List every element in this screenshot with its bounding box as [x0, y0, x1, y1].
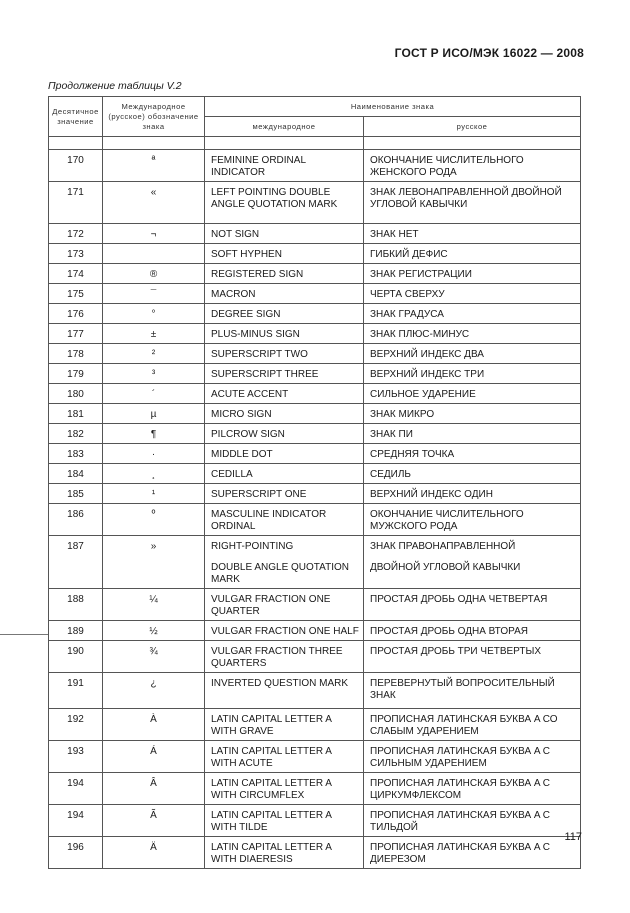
name-intl-text: MASCULINE INDICATOR ORDINAL — [211, 509, 327, 532]
name-intl-text: SUPERSCRIPT ONE — [211, 489, 307, 500]
cell-name-ru — [364, 464, 581, 484]
cell-symbol: Á — [103, 741, 205, 773]
name-intl-text: ACUTE ACCENT — [211, 389, 289, 400]
cell-name-intl — [205, 504, 364, 536]
name-intl-text: VULGAR FRACTION THREE QUARTERS — [211, 646, 343, 669]
cell-name-ru — [364, 424, 581, 444]
table-row — [49, 536, 581, 589]
cell-name-intl — [205, 773, 364, 805]
name-ru-text: ВЕРХНИЙ ИНДЕКС ДВА — [370, 349, 484, 360]
header-decimal: Десятичное значение — [49, 97, 103, 137]
name-ru-text: ПРОПИСНАЯ ЛАТИНСКАЯ БУКВА A СО СЛАБЫМ УДАРЕНИЕМ — [370, 714, 558, 737]
name-ru-text: ГИБКИЙ ДЕФИС — [370, 249, 448, 260]
cell-symbol: º — [103, 504, 205, 536]
cell-name-intl — [205, 244, 364, 264]
name-intl-text: LATIN CAPITAL LETTER A WITH DIAERESIS — [211, 842, 332, 865]
cell-name-intl — [205, 364, 364, 384]
name-intl-text: LATIN CAPITAL LETTER A WITH TILDE — [211, 810, 332, 833]
name-ru-text: ЗНАК ПРАВОНАПРАВЛЕННОЙ — [370, 541, 516, 552]
cell-name-ru — [364, 284, 581, 304]
table-row — [49, 304, 581, 324]
cell-symbol: ± — [103, 324, 205, 344]
cell-name-ru — [364, 244, 581, 264]
cell-name-intl — [205, 741, 364, 773]
table-row — [49, 589, 581, 621]
cell-symbol: À — [103, 709, 205, 741]
cell-symbol: « — [103, 182, 205, 224]
name-ru-text: ПРОПИСНАЯ ЛАТИНСКАЯ БУКВА A С ДИЕРЕЗОМ — [370, 842, 551, 865]
table-row — [49, 182, 581, 224]
table-row — [49, 464, 581, 484]
cell-decimal: 181 — [49, 404, 103, 424]
name-intl-text: MIDDLE DOT — [211, 449, 273, 460]
cell-name-ru — [364, 182, 581, 224]
cell-name-intl — [205, 805, 364, 837]
name-intl-text: SUPERSCRIPT THREE — [211, 369, 319, 380]
cell-symbol: ¾ — [103, 641, 205, 673]
name-ru-text: ПРОСТАЯ ДРОБЬ ТРИ ЧЕТВЕРТЫХ — [370, 646, 542, 657]
cell-symbol: ¯ — [103, 284, 205, 304]
name-intl-text: MICRO SIGN — [211, 409, 272, 420]
cell-name-ru — [364, 805, 581, 837]
cell-symbol: ¼ — [103, 589, 205, 621]
cell-symbol: Ã — [103, 805, 205, 837]
cell-name-intl — [205, 709, 364, 741]
cell-symbol: ¸ — [103, 464, 205, 484]
cell-decimal: 172 — [49, 224, 103, 244]
cell-name-intl — [205, 484, 364, 504]
name-ru-text: СИЛЬНОЕ УДАРЕНИЕ — [370, 389, 476, 400]
table-row — [49, 264, 581, 284]
character-table — [48, 96, 581, 869]
name-intl-text: PILCROW SIGN — [211, 429, 285, 440]
table-row — [49, 284, 581, 304]
cell-symbol: Â — [103, 773, 205, 805]
cell-name-ru — [364, 304, 581, 324]
table-row — [49, 673, 581, 709]
cell-decimal: 180 — [49, 384, 103, 404]
table-row — [49, 837, 581, 869]
table-row — [49, 773, 581, 805]
name-intl-text: RIGHT-POINTING — [211, 541, 294, 552]
cell-decimal: 185 — [49, 484, 103, 504]
cell-decimal: 177 — [49, 324, 103, 344]
name-intl-text: MACRON — [211, 289, 256, 300]
name-ru-text: ВЕРХНИЙ ИНДЕКС ТРИ — [370, 369, 485, 380]
name-ru-text: ПРОСТАЯ ДРОБЬ ОДНА ВТОРАЯ — [370, 626, 528, 637]
header-name-ru: русское — [364, 117, 581, 137]
cell-name-ru — [364, 224, 581, 244]
cell-symbol: ½ — [103, 621, 205, 641]
cell-symbol — [103, 244, 205, 264]
cell-name-ru — [364, 444, 581, 464]
name-ru-text: ЗНАК МИКРО — [370, 409, 435, 420]
cell-decimal: 196 — [49, 837, 103, 869]
cell-name-intl — [205, 224, 364, 244]
cell-symbol: ¹ — [103, 484, 205, 504]
table-row — [49, 484, 581, 504]
cell-decimal: 173 — [49, 244, 103, 264]
cell-decimal: 192 — [49, 709, 103, 741]
cell-name-ru — [364, 673, 581, 709]
cell-name-ru — [364, 264, 581, 284]
name-ru-text: ПРОПИСНАЯ ЛАТИНСКАЯ БУКВА A С ЦИРКУМФЛЕКСОМ — [370, 778, 551, 801]
cell-decimal: 174 — [49, 264, 103, 284]
table-row — [49, 741, 581, 773]
name-ru-text: ПЕРЕВЕРНУТЫЙ ВОПРОСИТЕЛЬНЫЙ ЗНАК — [370, 678, 555, 701]
cell-decimal: 189 — [49, 621, 103, 641]
cell-name-intl — [205, 182, 364, 224]
cell-name-intl — [205, 384, 364, 404]
cell-name-ru — [364, 344, 581, 364]
cell-name-intl — [205, 589, 364, 621]
document-header: ГОСТ Р ИСО/МЭК 16022 — 2008 — [394, 46, 584, 60]
name-ru-text: ОКОНЧАНИЕ ЧИСЛИТЕЛЬНОГО ЖЕНСКОГО РОДА — [370, 155, 524, 178]
cell-symbol: ¶ — [103, 424, 205, 444]
cell-name-intl — [205, 673, 364, 709]
table-row — [49, 641, 581, 673]
cell-symbol: ² — [103, 344, 205, 364]
cell-decimal: 183 — [49, 444, 103, 464]
cell-name-ru — [364, 384, 581, 404]
cell-symbol: µ — [103, 404, 205, 424]
cell-symbol: ª — [103, 150, 205, 182]
name-intl-text: DEGREE SIGN — [211, 309, 281, 320]
name-ru-text: ЧЕРТА СВЕРХУ — [370, 289, 445, 300]
cell-name-ru — [364, 484, 581, 504]
cell-symbol: ° — [103, 304, 205, 324]
cell-decimal: 187 — [49, 536, 103, 589]
margin-rule — [0, 634, 48, 635]
name-ru-text: ЗНАК ГРАДУСА — [370, 309, 444, 320]
name-intl-text: LATIN CAPITAL LETTER A WITH CIRCUMFLEX — [211, 778, 332, 801]
name-ru-text: ЗНАК ПЛЮС-МИНУС — [370, 329, 470, 340]
cell-decimal: 182 — [49, 424, 103, 444]
table-row — [49, 364, 581, 384]
table-row — [49, 244, 581, 264]
cell-name-ru — [364, 404, 581, 424]
header-intl-symbol: Международное (русское) обозначение знака — [103, 97, 205, 137]
cell-name-ru — [364, 324, 581, 344]
cell-decimal: 194 — [49, 805, 103, 837]
cell-name-intl — [205, 344, 364, 364]
cell-name-ru — [364, 709, 581, 741]
cell-decimal: 193 — [49, 741, 103, 773]
name-ru-text-continued: ДВОЙНОЙ УГЛОВОЙ КАВЫЧКИ — [370, 562, 521, 573]
header-name-intl: международное — [205, 117, 364, 137]
cell-decimal: 178 — [49, 344, 103, 364]
table-row — [49, 344, 581, 364]
name-ru-text: СРЕДНЯЯ ТОЧКА — [370, 449, 455, 460]
cell-decimal: 175 — [49, 284, 103, 304]
table-row — [49, 384, 581, 404]
cell-decimal: 184 — [49, 464, 103, 484]
page-number: 117 — [564, 831, 582, 843]
cell-symbol: ® — [103, 264, 205, 284]
table-row — [49, 424, 581, 444]
cell-name-ru — [364, 837, 581, 869]
cell-decimal: 179 — [49, 364, 103, 384]
name-intl-text: LATIN CAPITAL LETTER A WITH ACUTE — [211, 746, 332, 769]
name-ru-text: ЗНАК ЛЕВОНАПРАВЛЕННОЙ ДВОЙНОЙ УГЛОВОЙ КАВЫЧКИ — [370, 187, 562, 210]
cell-decimal: 171 — [49, 182, 103, 224]
header-name-group: Наименование знака — [205, 97, 581, 117]
cell-name-intl — [205, 536, 364, 589]
cell-name-ru — [364, 150, 581, 182]
cell-name-ru — [364, 364, 581, 384]
cell-name-intl — [205, 284, 364, 304]
name-ru-text: ОКОНЧАНИЕ ЧИСЛИТЕЛЬНОГО МУЖСКОГО РОДА — [370, 509, 524, 532]
cell-symbol: ´ — [103, 384, 205, 404]
table-row — [49, 805, 581, 837]
table-row — [49, 224, 581, 244]
name-ru-text: ПРОПИСНАЯ ЛАТИНСКАЯ БУКВА A С ТИЛЬДОЙ — [370, 810, 551, 833]
cell-name-intl — [205, 641, 364, 673]
cell-decimal: 176 — [49, 304, 103, 324]
cell-name-intl — [205, 621, 364, 641]
name-ru-text: ПРОСТАЯ ДРОБЬ ОДНА ЧЕТВЕРТАЯ — [370, 594, 548, 605]
cell-decimal: 170 — [49, 150, 103, 182]
cell-decimal: 186 — [49, 504, 103, 536]
name-ru-text: СЕДИЛЬ — [370, 469, 411, 480]
cell-decimal: 188 — [49, 589, 103, 621]
cell-name-ru — [364, 536, 581, 589]
table-row — [49, 324, 581, 344]
cell-symbol: » — [103, 536, 205, 589]
table-row — [49, 709, 581, 741]
cell-name-ru — [364, 589, 581, 621]
name-intl-text: VULGAR FRACTION ONE HALF — [211, 626, 359, 637]
name-intl-text: LEFT POINTING DOUBLE ANGLE QUOTATION MARK — [211, 187, 338, 210]
table-caption: Продолжение таблицы V.2 — [48, 80, 182, 92]
cell-decimal: 190 — [49, 641, 103, 673]
name-intl-text: SUPERSCRIPT TWO — [211, 349, 308, 360]
cell-name-intl — [205, 464, 364, 484]
cell-symbol: ¿ — [103, 673, 205, 709]
spacer-row — [49, 137, 581, 150]
cell-name-intl — [205, 404, 364, 424]
name-intl-text: VULGAR FRACTION ONE QUARTER — [211, 594, 331, 617]
name-intl-text: CEDILLA — [211, 469, 253, 480]
cell-name-intl — [205, 150, 364, 182]
cell-decimal: 191 — [49, 673, 103, 709]
name-ru-text: ПРОПИСНАЯ ЛАТИНСКАЯ БУКВА A С СИЛЬНЫМ УДАРЕНИЕМ — [370, 746, 551, 769]
cell-symbol: Ä — [103, 837, 205, 869]
table-row — [49, 404, 581, 424]
cell-symbol: ¬ — [103, 224, 205, 244]
cell-decimal: 194 — [49, 773, 103, 805]
name-intl-text: PLUS-MINUS SIGN — [211, 329, 300, 340]
cell-name-ru — [364, 504, 581, 536]
name-intl-text: INVERTED QUESTION MARK — [211, 678, 349, 689]
cell-name-intl — [205, 324, 364, 344]
cell-name-intl — [205, 264, 364, 284]
name-intl-text-continued: DOUBLE ANGLE QUOTATION MARK — [211, 562, 349, 585]
name-intl-text: SOFT HYPHEN — [211, 249, 282, 260]
cell-name-intl — [205, 444, 364, 464]
name-ru-text: ЗНАК ПИ — [370, 429, 413, 440]
table-row — [49, 444, 581, 464]
name-ru-text: ЗНАК НЕТ — [370, 229, 419, 240]
cell-name-intl — [205, 837, 364, 869]
cell-name-intl — [205, 304, 364, 324]
name-ru-text: ЗНАК РЕГИСТРАЦИИ — [370, 269, 472, 280]
name-intl-text: NOT SIGN — [211, 229, 260, 240]
cell-name-intl — [205, 424, 364, 444]
name-intl-text: LATIN CAPITAL LETTER A WITH GRAVE — [211, 714, 332, 737]
cell-name-ru — [364, 773, 581, 805]
cell-name-ru — [364, 741, 581, 773]
cell-symbol: · — [103, 444, 205, 464]
table-row — [49, 150, 581, 182]
cell-name-ru — [364, 641, 581, 673]
table-row — [49, 621, 581, 641]
cell-name-ru — [364, 621, 581, 641]
table-row — [49, 504, 581, 536]
cell-symbol: ³ — [103, 364, 205, 384]
name-ru-text: ВЕРХНИЙ ИНДЕКС ОДИН — [370, 489, 493, 500]
name-intl-text: REGISTERED SIGN — [211, 269, 304, 280]
name-intl-text: FEMININE ORDINAL INDICATOR — [211, 155, 306, 178]
